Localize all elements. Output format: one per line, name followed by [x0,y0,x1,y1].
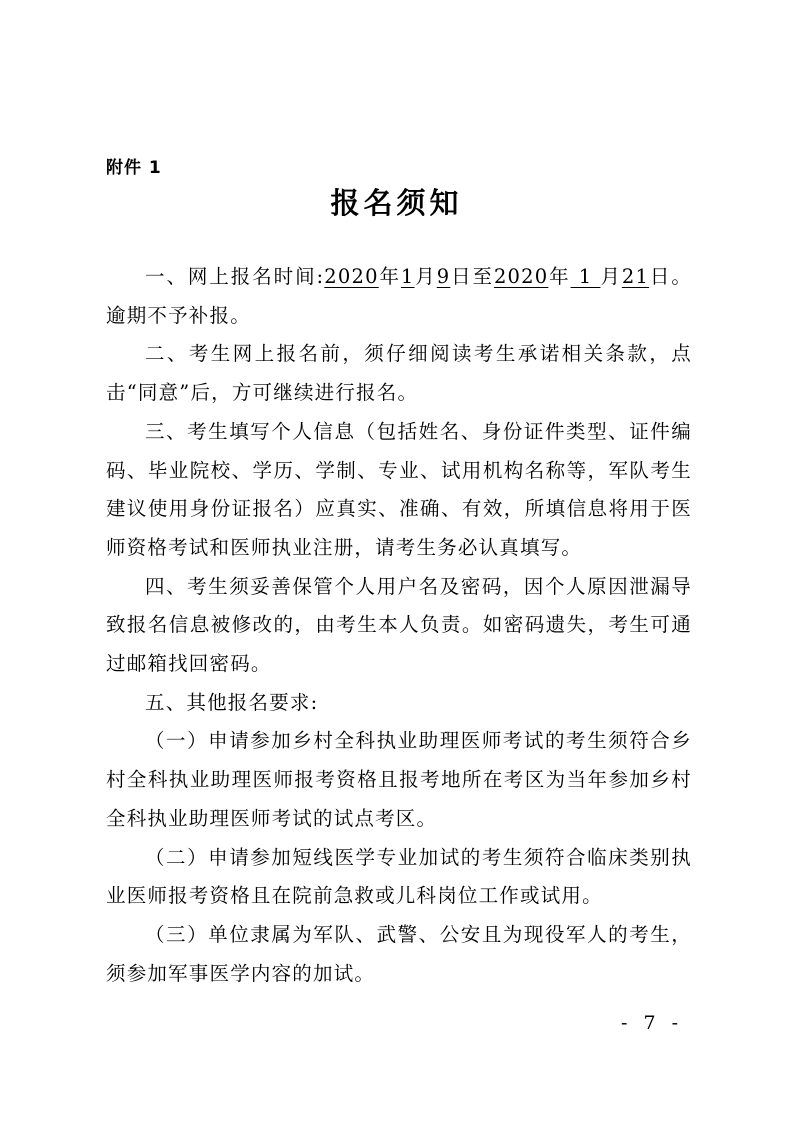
end-day: 21 [621,265,650,288]
paragraph-registration-time [106,258,692,335]
attachment-label: 附件 1 [106,158,162,178]
start-day: 9 [436,265,451,288]
end-year: 2020 [493,265,549,288]
paragraph-agreement: 二、考生网上报名前，须仔细阅读考生承诺相关条款，点击“同意”后，方可继续进行报名。 [106,342,692,405]
year-char-2: 年 [548,265,571,288]
page-title: 报名须知 [330,186,463,220]
time-suffix: 日。逾期不予补报。 [106,265,693,327]
month-char-1: 月 [414,265,437,288]
month-char-2: 月 [600,265,622,288]
end-month: 1 [570,265,601,288]
page-number: - 7 - [620,1012,683,1034]
paragraph-rural-exam: （一）申请参加乡村全科执业助理医师考试的考生须符合乡村全科执业助理医师报考资格且报考地所在考区为当年参加乡村全科执业助理医师考试的试点考区。 [106,729,692,830]
paragraph-military-exam: （三）单位隶属为军队、武警、公安且为现役军人的考生，须参加军事医学内容的加试。 [106,922,692,985]
start-year: 2020 [324,265,379,288]
document-body [106,258,692,993]
paragraph-shortage-exam: （二）申请参加短线医学专业加试的考生须符合临床类别执业医师报考资格且在院前急救或儿科岗位工作或试用。 [106,845,692,908]
start-month: 1 [400,265,415,288]
paragraph-password: 四、考生须妥善保管个人用户名及密码，因个人原因泄漏导致报名信息被修改的，由考生本人负责。如密码遗失，考生可通过邮箱找回密码。 [106,574,692,676]
paragraph-personal-info: 三、考生填写个人信息（包括姓名、身份证件类型、证件编码、毕业院校、学历、学制、专业、试用机构名称等，军队考生建议使用身份证报名）应真实、准确、有效，所填信息将用于医师资格考试和医师执业注册，请考生务必认真填写。 [106,419,692,559]
time-prefix: 一、网上报名时间: [145,265,325,288]
paragraph-other-requirements: 五、其他报名要求: [145,690,319,714]
year-char-1: 年 [378,265,401,288]
day-to-text: 日至 [450,265,494,288]
